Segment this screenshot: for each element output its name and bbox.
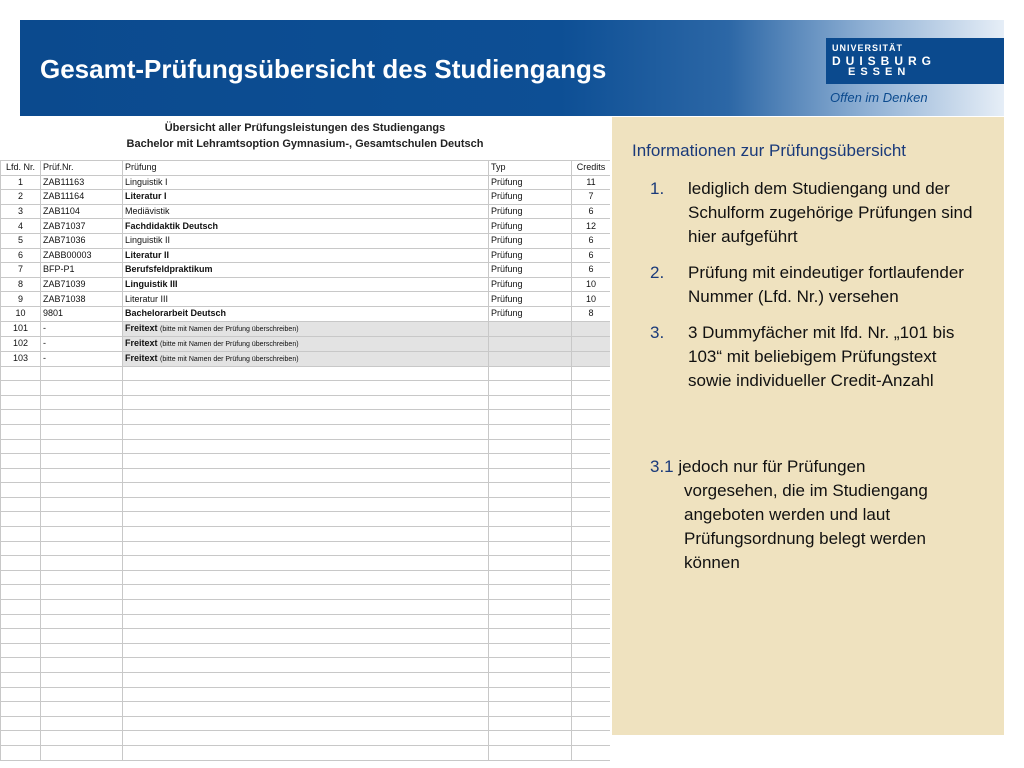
empty-cell xyxy=(572,745,611,760)
empty-cell xyxy=(1,424,41,439)
info-sub-item-text-rest: vorgesehen, die im Studiengang angeboten werden und laut Prüfungsordnung belegt werden können xyxy=(684,481,928,572)
empty-cell xyxy=(489,658,572,673)
empty-cell xyxy=(489,643,572,658)
table-row-empty xyxy=(1,439,611,454)
info-item-number: 2. xyxy=(650,263,665,282)
logo-line3: ESSEN xyxy=(848,66,911,78)
cell-lfd-nr: 3 xyxy=(1,204,41,219)
cell-lfd-nr: 103 xyxy=(1,351,41,366)
table-row-empty xyxy=(1,673,611,688)
cell-credits: 6 xyxy=(572,263,611,278)
empty-cell xyxy=(1,439,41,454)
empty-cell xyxy=(572,468,611,483)
cell-pruef-nr: - xyxy=(41,336,123,351)
cell-lfd-nr: 101 xyxy=(1,321,41,336)
cell-pruef-nr: ZAB71036 xyxy=(41,233,123,248)
cell-typ: Prüfung xyxy=(489,233,572,248)
empty-cell xyxy=(572,600,611,615)
empty-cell xyxy=(489,570,572,585)
table-row-dummy xyxy=(1,351,611,366)
cell-lfd-nr: 1 xyxy=(1,175,41,190)
empty-cell xyxy=(1,673,41,688)
empty-cell xyxy=(123,541,489,556)
empty-cell xyxy=(41,424,123,439)
cell-lfd-nr: 7 xyxy=(1,263,41,278)
empty-cell xyxy=(572,716,611,731)
empty-cell xyxy=(123,381,489,396)
empty-cell xyxy=(572,483,611,498)
empty-cell xyxy=(1,556,41,571)
table-row xyxy=(1,277,611,292)
logo-box xyxy=(826,38,1004,84)
empty-cell xyxy=(1,614,41,629)
table-row-dummy xyxy=(1,321,611,336)
empty-cell xyxy=(1,541,41,556)
empty-cell xyxy=(41,541,123,556)
cell-typ: Prüfung xyxy=(489,248,572,263)
empty-cell xyxy=(489,556,572,571)
logo-line1: UNIVERSITÄT xyxy=(832,43,904,53)
exam-table xyxy=(0,160,610,761)
empty-cell xyxy=(572,512,611,527)
table-row-empty xyxy=(1,600,611,615)
table-row-empty xyxy=(1,395,611,410)
empty-cell xyxy=(572,614,611,629)
table-row-empty xyxy=(1,541,611,556)
empty-cell xyxy=(123,527,489,542)
empty-cell xyxy=(41,395,123,410)
empty-cell xyxy=(41,643,123,658)
empty-cell xyxy=(1,468,41,483)
empty-cell xyxy=(489,673,572,688)
empty-cell xyxy=(41,556,123,571)
cell-credits xyxy=(572,321,611,336)
table-row-dummy xyxy=(1,336,611,351)
empty-cell xyxy=(572,643,611,658)
cell-lfd-nr: 8 xyxy=(1,277,41,292)
empty-cell xyxy=(489,366,572,381)
cell-pruef-nr: ZAB71037 xyxy=(41,219,123,234)
empty-cell xyxy=(489,731,572,746)
empty-cell xyxy=(572,687,611,702)
logo-line2: DUISBURG xyxy=(832,54,937,68)
table-row-empty xyxy=(1,614,611,629)
empty-cell xyxy=(123,658,489,673)
cell-credits: 7 xyxy=(572,190,611,205)
empty-cell xyxy=(572,585,611,600)
empty-cell xyxy=(41,687,123,702)
empty-cell xyxy=(123,497,489,512)
cell-pruef-nr: ZAB11163 xyxy=(41,175,123,190)
cell-typ: Prüfung xyxy=(489,204,572,219)
empty-cell xyxy=(41,745,123,760)
table-row-empty xyxy=(1,643,611,658)
empty-cell xyxy=(489,395,572,410)
cell-credits: 6 xyxy=(572,204,611,219)
table-row-empty xyxy=(1,468,611,483)
empty-cell xyxy=(572,629,611,644)
table-row-empty xyxy=(1,497,611,512)
sheet-title-2: Bachelor mit Lehramtsoption Gymnasium-, Gesamtschulen Deutsch xyxy=(126,138,484,150)
sheet-title-1: Übersicht aller Prüfungsleistungen des Studiengangs xyxy=(164,122,446,134)
info-item-number: 3. xyxy=(650,323,665,342)
empty-cell xyxy=(1,570,41,585)
empty-cell xyxy=(1,381,41,396)
cell-credits: 11 xyxy=(572,175,611,190)
empty-cell xyxy=(572,366,611,381)
empty-cell xyxy=(41,497,123,512)
cell-pruefung: Linguistik I xyxy=(123,175,489,190)
table-row-empty xyxy=(1,366,611,381)
cell-typ: Prüfung xyxy=(489,306,572,321)
table-row-empty xyxy=(1,454,611,469)
table-row xyxy=(1,175,611,190)
empty-cell xyxy=(572,527,611,542)
empty-cell xyxy=(123,439,489,454)
freitext-note: (bitte mit Namen der Prüfung überschreiben) xyxy=(160,340,299,348)
empty-cell xyxy=(41,614,123,629)
empty-cell xyxy=(1,366,41,381)
cell-pruef-nr: ZAB71038 xyxy=(41,292,123,307)
table-header-cell: Prüf.Nr. xyxy=(41,161,123,176)
empty-cell xyxy=(1,600,41,615)
cell-pruefung: Bachelorarbeit Deutsch xyxy=(123,306,489,321)
empty-cell xyxy=(1,483,41,498)
cell-credits: 10 xyxy=(572,277,611,292)
empty-cell xyxy=(489,585,572,600)
freitext-label: Freitext xyxy=(125,337,158,348)
empty-cell xyxy=(41,570,123,585)
cell-typ xyxy=(489,351,572,366)
empty-cell xyxy=(123,731,489,746)
cell-credits: 8 xyxy=(572,306,611,321)
cell-credits xyxy=(572,336,611,351)
empty-cell xyxy=(41,629,123,644)
empty-cell xyxy=(123,702,489,717)
empty-cell xyxy=(41,366,123,381)
empty-cell xyxy=(489,468,572,483)
cell-pruefung: Berufsfeldpraktikum xyxy=(123,263,489,278)
info-item-number: 1. xyxy=(650,179,665,198)
empty-cell xyxy=(572,731,611,746)
empty-cell xyxy=(41,702,123,717)
slide-title: Gesamt-Prüfungsübersicht des Studiengangs xyxy=(40,54,607,84)
empty-cell xyxy=(123,410,489,425)
cell-lfd-nr: 9 xyxy=(1,292,41,307)
table-header-row xyxy=(1,161,611,176)
cell-pruefung xyxy=(123,351,489,366)
university-logo xyxy=(826,38,1004,110)
table-row-empty xyxy=(1,570,611,585)
table-header-cell: Prüfung xyxy=(123,161,489,176)
cell-pruef-nr: ZAB71039 xyxy=(41,277,123,292)
table-row-empty xyxy=(1,745,611,760)
empty-cell xyxy=(123,745,489,760)
empty-cell xyxy=(489,454,572,469)
table-row-empty xyxy=(1,483,611,498)
cell-typ: Prüfung xyxy=(489,277,572,292)
logo-slogan: Offen im Denken xyxy=(830,90,928,105)
empty-cell xyxy=(572,658,611,673)
empty-cell xyxy=(572,556,611,571)
cell-typ: Prüfung xyxy=(489,292,572,307)
empty-cell xyxy=(572,410,611,425)
empty-cell xyxy=(41,454,123,469)
empty-cell xyxy=(1,687,41,702)
slide-header xyxy=(20,20,1004,116)
empty-cell xyxy=(572,381,611,396)
empty-cell xyxy=(1,410,41,425)
cell-typ: Prüfung xyxy=(489,263,572,278)
empty-cell xyxy=(123,468,489,483)
empty-cell xyxy=(1,512,41,527)
info-panel xyxy=(612,117,1004,735)
info-item-text: lediglich dem Studiengang und der Schulform zugehörige Prüfungen sind hier aufgeführt xyxy=(688,179,973,246)
cell-pruef-nr: BFP-P1 xyxy=(41,263,123,278)
empty-cell xyxy=(41,585,123,600)
empty-cell xyxy=(572,395,611,410)
empty-cell xyxy=(41,468,123,483)
empty-cell xyxy=(1,716,41,731)
empty-cell xyxy=(489,381,572,396)
cell-lfd-nr: 2 xyxy=(1,190,41,205)
cell-lfd-nr: 4 xyxy=(1,219,41,234)
empty-cell xyxy=(1,454,41,469)
info-heading: Informationen zur Prüfungsübersicht xyxy=(632,141,907,160)
table-row-empty xyxy=(1,702,611,717)
empty-cell xyxy=(123,585,489,600)
cell-pruefung: Literatur I xyxy=(123,190,489,205)
empty-cell xyxy=(41,527,123,542)
cell-credits: 6 xyxy=(572,248,611,263)
empty-cell xyxy=(123,512,489,527)
empty-cell xyxy=(123,629,489,644)
cell-credits: 6 xyxy=(572,233,611,248)
cell-credits xyxy=(572,351,611,366)
freitext-note: (bitte mit Namen der Prüfung überschreiben) xyxy=(160,325,299,333)
table-row-empty xyxy=(1,381,611,396)
table-row xyxy=(1,292,611,307)
info-list xyxy=(650,177,980,405)
table-row-empty xyxy=(1,556,611,571)
cell-pruefung: Literatur II xyxy=(123,248,489,263)
cell-pruefung: Mediävistik xyxy=(123,204,489,219)
empty-cell xyxy=(489,512,572,527)
cell-pruef-nr: - xyxy=(41,321,123,336)
info-sub-item xyxy=(650,455,980,575)
empty-cell xyxy=(489,600,572,615)
table-row-empty xyxy=(1,716,611,731)
empty-cell xyxy=(572,541,611,556)
table-row xyxy=(1,233,611,248)
empty-cell xyxy=(489,424,572,439)
table-row-empty xyxy=(1,410,611,425)
table-row-empty xyxy=(1,658,611,673)
empty-cell xyxy=(123,556,489,571)
table-row-empty xyxy=(1,585,611,600)
empty-cell xyxy=(41,439,123,454)
table-row xyxy=(1,306,611,321)
empty-cell xyxy=(123,366,489,381)
empty-cell xyxy=(1,731,41,746)
table-header-cell: Typ xyxy=(489,161,572,176)
empty-cell xyxy=(489,745,572,760)
cell-lfd-nr: 6 xyxy=(1,248,41,263)
info-item xyxy=(650,177,980,249)
empty-cell xyxy=(1,527,41,542)
info-item-text: 3 Dummyfächer mit lfd. Nr. „101 bis 103“ mit beliebigem Prüfungstext sowie individueller Credit-Anzahl xyxy=(688,323,955,390)
empty-cell xyxy=(123,395,489,410)
empty-cell xyxy=(1,658,41,673)
table-row-empty xyxy=(1,424,611,439)
empty-cell xyxy=(123,614,489,629)
table-row xyxy=(1,248,611,263)
cell-pruefung: Linguistik II xyxy=(123,233,489,248)
table-header-cell: Credits xyxy=(572,161,611,176)
empty-cell xyxy=(41,381,123,396)
cell-pruefung xyxy=(123,321,489,336)
empty-cell xyxy=(489,410,572,425)
cell-pruef-nr: 9801 xyxy=(41,306,123,321)
info-sub-item-text-first: jedoch nur für Prüfungen xyxy=(678,457,866,476)
info-item-text: Prüfung mit eindeutiger fortlaufender Nummer (Lfd. Nr.) versehen xyxy=(688,263,964,306)
table-row-empty xyxy=(1,527,611,542)
info-item xyxy=(650,321,980,393)
table-row-empty xyxy=(1,629,611,644)
empty-cell xyxy=(489,483,572,498)
cell-typ: Prüfung xyxy=(489,175,572,190)
empty-cell xyxy=(572,454,611,469)
empty-cell xyxy=(1,395,41,410)
cell-typ: Prüfung xyxy=(489,219,572,234)
empty-cell xyxy=(489,687,572,702)
empty-cell xyxy=(41,716,123,731)
cell-lfd-nr: 102 xyxy=(1,336,41,351)
cell-pruef-nr: ZABB00003 xyxy=(41,248,123,263)
empty-cell xyxy=(1,497,41,512)
empty-cell xyxy=(1,585,41,600)
cell-lfd-nr: 5 xyxy=(1,233,41,248)
empty-cell xyxy=(572,497,611,512)
empty-cell xyxy=(489,439,572,454)
cell-typ: Prüfung xyxy=(489,190,572,205)
table-row-empty xyxy=(1,687,611,702)
empty-cell xyxy=(489,716,572,731)
table-row xyxy=(1,190,611,205)
table-row-empty xyxy=(1,731,611,746)
empty-cell xyxy=(489,527,572,542)
freitext-note: (bitte mit Namen der Prüfung überschreiben) xyxy=(160,355,299,363)
empty-cell xyxy=(1,643,41,658)
empty-cell xyxy=(572,673,611,688)
empty-cell xyxy=(41,673,123,688)
freitext-label: Freitext xyxy=(125,352,158,363)
cell-pruefung: Fachdidaktik Deutsch xyxy=(123,219,489,234)
empty-cell xyxy=(572,439,611,454)
cell-pruefung: Linguistik III xyxy=(123,277,489,292)
cell-credits: 12 xyxy=(572,219,611,234)
cell-pruefung xyxy=(123,336,489,351)
cell-typ xyxy=(489,321,572,336)
cell-pruefung: Literatur III xyxy=(123,292,489,307)
empty-cell xyxy=(1,702,41,717)
empty-cell xyxy=(489,702,572,717)
empty-cell xyxy=(123,483,489,498)
freitext-label: Freitext xyxy=(125,322,158,333)
empty-cell xyxy=(41,483,123,498)
empty-cell xyxy=(123,673,489,688)
cell-credits: 10 xyxy=(572,292,611,307)
table-header-cell: Lfd. Nr. xyxy=(1,161,41,176)
empty-cell xyxy=(572,424,611,439)
table-row xyxy=(1,219,611,234)
info-item xyxy=(650,261,980,309)
table-row-empty xyxy=(1,512,611,527)
empty-cell xyxy=(572,702,611,717)
empty-cell xyxy=(1,629,41,644)
empty-cell xyxy=(123,716,489,731)
cell-typ xyxy=(489,336,572,351)
empty-cell xyxy=(41,658,123,673)
table-row xyxy=(1,263,611,278)
empty-cell xyxy=(123,454,489,469)
empty-cell xyxy=(123,424,489,439)
empty-cell xyxy=(41,512,123,527)
empty-cell xyxy=(123,643,489,658)
empty-cell xyxy=(489,541,572,556)
empty-cell xyxy=(572,570,611,585)
info-sub-item-number: 3.1 xyxy=(650,457,674,476)
empty-cell xyxy=(489,629,572,644)
spreadsheet-screenshot xyxy=(0,118,610,768)
empty-cell xyxy=(1,745,41,760)
empty-cell xyxy=(123,570,489,585)
table-row xyxy=(1,204,611,219)
empty-cell xyxy=(489,614,572,629)
empty-cell xyxy=(41,410,123,425)
cell-pruef-nr: - xyxy=(41,351,123,366)
cell-pruef-nr: ZAB11164 xyxy=(41,190,123,205)
empty-cell xyxy=(41,731,123,746)
empty-cell xyxy=(123,600,489,615)
cell-pruef-nr: ZAB1104 xyxy=(41,204,123,219)
empty-cell xyxy=(489,497,572,512)
empty-cell xyxy=(123,687,489,702)
empty-cell xyxy=(41,600,123,615)
cell-lfd-nr: 10 xyxy=(1,306,41,321)
